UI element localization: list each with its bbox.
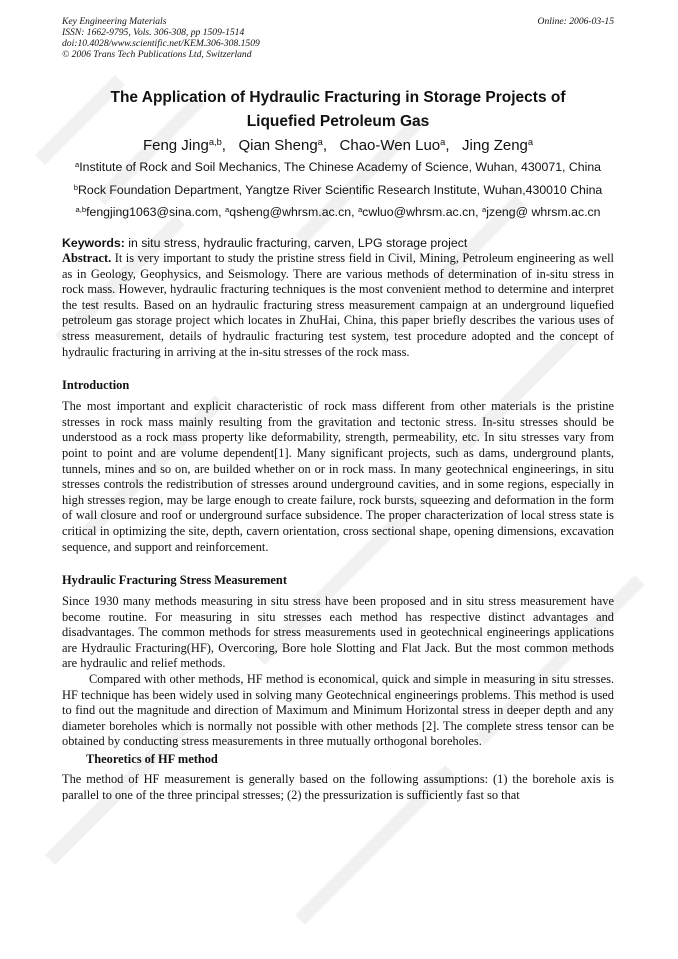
keywords-label: Keywords: — [62, 236, 125, 250]
paper-page — [62, 16, 614, 803]
doi-line: doi:10.4028/www.scientific.net/KEM.306-308.1509 — [62, 38, 260, 49]
subsection-heading-theoretics: Theoretics of HF method — [86, 752, 218, 767]
abstract — [62, 251, 614, 360]
author-4: Jing Zeng$^a$ — [462, 136, 534, 154]
section-heading-hf-stress: Hydraulic Fracturing Stress Measurement — [62, 573, 287, 588]
author-emails: $^{a,b}$fengjing1063@sina.com, $^a$qsheng@whrsm.ac.cn, $^a$cwluo@whrsm.ac.cn, $^a$jzeng@ whrsm.ac.cn — [75, 204, 601, 219]
affiliation-b: $^b$Rock Foundation Department, Yangtze River Scientific Research Institute, Wuhan,430010 China — [73, 182, 603, 197]
theoretics-paragraph: The method of HF measurement is generally based on the following assumptions: (1) the borehole axis is parallel to one of the three principal stresses; (2) the pressurization is sufficiently fast so that — [62, 772, 614, 802]
email-link[interactable]: fengjing1063@sina.com, — [86, 205, 226, 219]
introduction-paragraph: The most important and explicit characteristic of rock mass different from other materials is the pristine stresses in rock mass mainly resulting from the gravitation and tectonic stress. In-situ stresses should be understood as a rock mass property like deformability, strength, permeability, etc. In situ stresses vary from point to point and are volume dependent[1]. Many significant projects, such as dams, underground plants, tunnels, mines and so on, are builded whether on or in rock mass. In many geotechnical engineerings, in situ stresses controls the redistribution of stresses around underground cavities, and in some regions, especially in high stresses region, may be large enough to create failure, rock bursts, squeezing and deformation in the form of wall closure and roof or underground surface subsidence. The proper characterization of local stress state is critical in optimizing the site, depth, cavern orientation, cross sectional shape, opening dimensions, excavation sequence, and support and reinforcement. — [62, 399, 614, 554]
author-3: Chao-Wen Luo$^a$, — [339, 136, 458, 154]
title-line-1: The Application of Hydraulic Fracturing in Storage Projects of — [110, 89, 566, 106]
copyright-line: © 2006 Trans Tech Publications Ltd, Switzerland — [62, 49, 252, 60]
title-line-2: Liquefied Petroleum Gas — [246, 113, 430, 130]
hf-paragraph-2: Compared with other methods, HF method is economical, quick and simple in measuring in situ stresses. HF technique has been widely used in solving many Geotechnical engineerings problems. This method is used to find out the magnitude and direction of Maximum and Minimum Horizontal stress in deeper depth and any diameter boreholes which is normally not possible with other methods [2]. The complete stress tensor can be obtained by conducting stress measurements in three mutually orthogonal boreholes. — [62, 672, 614, 749]
keywords — [62, 235, 614, 251]
email-link[interactable]: cwluo@whrsm.ac.cn, — [362, 205, 482, 219]
author-2: Qian Sheng$^a$, — [238, 136, 336, 154]
abstract-label: Abstract. — [62, 251, 112, 265]
author-1: Feng Jing$^{a,b}$, — [142, 136, 235, 154]
email-link[interactable]: jzeng@ whrsm.ac.cn — [486, 205, 601, 219]
author-list — [62, 136, 614, 156]
paper-title — [62, 86, 614, 134]
email-link[interactable]: qsheng@whrsm.ac.cn, — [229, 205, 358, 219]
journal-header — [62, 16, 614, 60]
journal-name: Key Engineering Materials — [62, 16, 167, 27]
section-heading-introduction: Introduction — [62, 378, 130, 393]
online-date: Online: 2006-03-15 — [537, 16, 614, 27]
hf-paragraph-1: Since 1930 many methods measuring in situ stress have been proposed and in situ stress measurement have become routine. For measuring in situ stresses each method has respective distinct advantages and disadvantages. The common methods for stress measurements used in geotechnical engineerings applications are Hydraulic Fracturing(HF), Overcoring, Bore hole Slotting and Flat Jack. But the most common methods are hydraulic and relief methods. — [62, 594, 614, 671]
abstract-text: It is very important to study the pristine stress field in Civil, Mining, Petroleum engineering as well as in Geology, Geophysics, and Seismology. There are various methods of determination of in-situ stress in rock mass. However, hydraulic fracturing techniques is the most convenient method to determine and interpret the test results. Based on an hydraulic fracturing stress measurement campaign at an underground liquefied petroleum gas storage project which locates in ZhuHai, China, this paper briefly describes the various uses of stress measurement, details of hydraulic fracturing test system, test procedure adopted and the concept of hydraulic fracturing in arriving at the in-situ stresses of the rock mass. — [62, 251, 614, 359]
keywords-text: in situ stress, hydraulic fracturing, carven, LPG storage project — [124, 236, 468, 250]
issn-line: ISSN: 1662-9795, Vols. 306-308, pp 1509-1514 — [62, 27, 245, 38]
affiliation-a: $^a$Institute of Rock and Soil Mechanics, The Chinese Academy of Science, Wuhan, 430071, China — [74, 159, 602, 174]
